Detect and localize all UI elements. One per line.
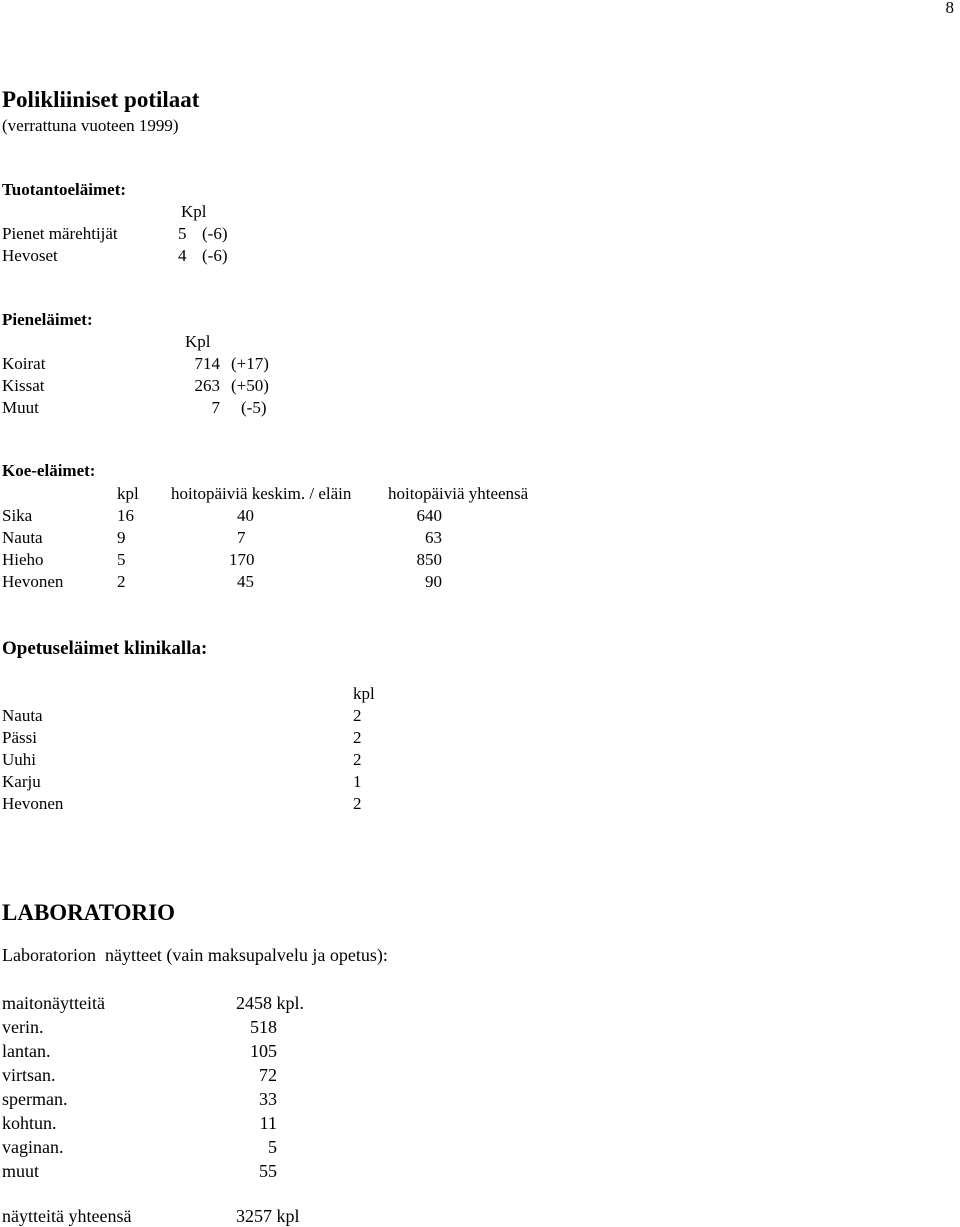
row-count: 2 [353,750,362,769]
row-label: Nauta [2,528,43,547]
row-total: 63 [425,528,442,547]
row-count: 4 [178,246,187,265]
row-count: 714 [194,354,220,373]
row-label: vaginan. [2,1137,64,1157]
row-label: Karju [2,772,41,791]
row-total: 90 [425,572,442,591]
row-average: 40 [237,506,254,525]
row-change: (+17) [231,354,269,373]
row-value: 5 [268,1137,277,1157]
column-header-kpl: kpl [353,684,375,703]
row-total: 640 [416,506,442,525]
row-kpl: 9 [117,528,126,547]
row-value: 105 [250,1041,277,1061]
row-kpl: 2 [117,572,126,591]
row-count: 2 [353,728,362,747]
row-label: Koirat [2,354,46,373]
section-heading: LABORATORIO [2,900,175,925]
row-value: 2458 kpl. [236,993,305,1013]
row-change: (+50) [231,376,269,395]
row-label: maitonäytteitä [2,993,105,1013]
section-heading: Tuotantoeläimet: [2,180,127,199]
column-header-kpl: Kpl [181,202,207,221]
row-value: 518 [250,1017,277,1037]
row-label: Pässi [2,728,37,747]
row-total: 850 [416,550,442,569]
row-label: Hevonen [2,794,64,813]
row-average: 170 [229,550,255,569]
row-change: (-6) [202,246,228,265]
row-value: 11 [259,1113,277,1133]
row-average: 7 [237,528,246,547]
row-label: muut [2,1161,40,1181]
row-label: lantan. [2,1041,51,1061]
column-header-kpl: kpl [117,484,139,503]
row-label: virtsan. [2,1065,56,1085]
row-label: Uuhi [2,750,36,769]
row-label: Hevonen [2,572,64,591]
row-value: 33 [259,1089,277,1109]
row-count: 263 [194,376,220,395]
row-label: verin. [2,1017,44,1037]
section-heading: Pieneläimet: [2,310,93,329]
section-heading: Opetuseläimet klinikalla: [2,638,208,659]
row-value: 72 [259,1065,277,1085]
row-count: 2 [353,794,362,813]
row-count: 1 [353,772,362,791]
row-label: Muut [2,398,39,417]
row-value: 55 [259,1161,277,1181]
total-label: näytteitä yhteensä [2,1206,132,1226]
column-header-total: hoitopäiviä yhteensä [388,484,529,503]
row-count: 2 [353,706,362,725]
column-header-kpl: Kpl [185,332,211,351]
row-change: (-6) [202,224,228,243]
column-header-average: hoitopäiviä keskim. / eläin [171,484,352,503]
row-label: sperman. [2,1089,68,1109]
total-value: 3257 kpl [236,1206,300,1226]
row-label: Nauta [2,706,43,725]
row-count: 5 [178,224,187,243]
row-count: 7 [211,398,220,417]
row-change: (-5) [241,398,267,417]
row-label: Kissat [2,376,45,395]
row-average: 45 [237,572,254,591]
section-heading: Koe-eläimet: [2,461,96,480]
row-label: Pienet märehtijät [2,224,118,243]
row-label: kohtun. [2,1113,57,1133]
page-number: 8 [945,0,954,17]
row-label: Sika [2,506,33,525]
row-label: Hevoset [2,246,58,265]
page-title: Polikliiniset potilaat [2,87,200,112]
row-kpl: 5 [117,550,126,569]
page-subtitle: (verrattuna vuoteen 1999) [2,116,179,135]
section-intro: Laboratorion näytteet (vain maksupalvelu ja opetus): [2,945,388,965]
row-label: Hieho [2,550,44,569]
row-kpl: 16 [117,506,134,525]
